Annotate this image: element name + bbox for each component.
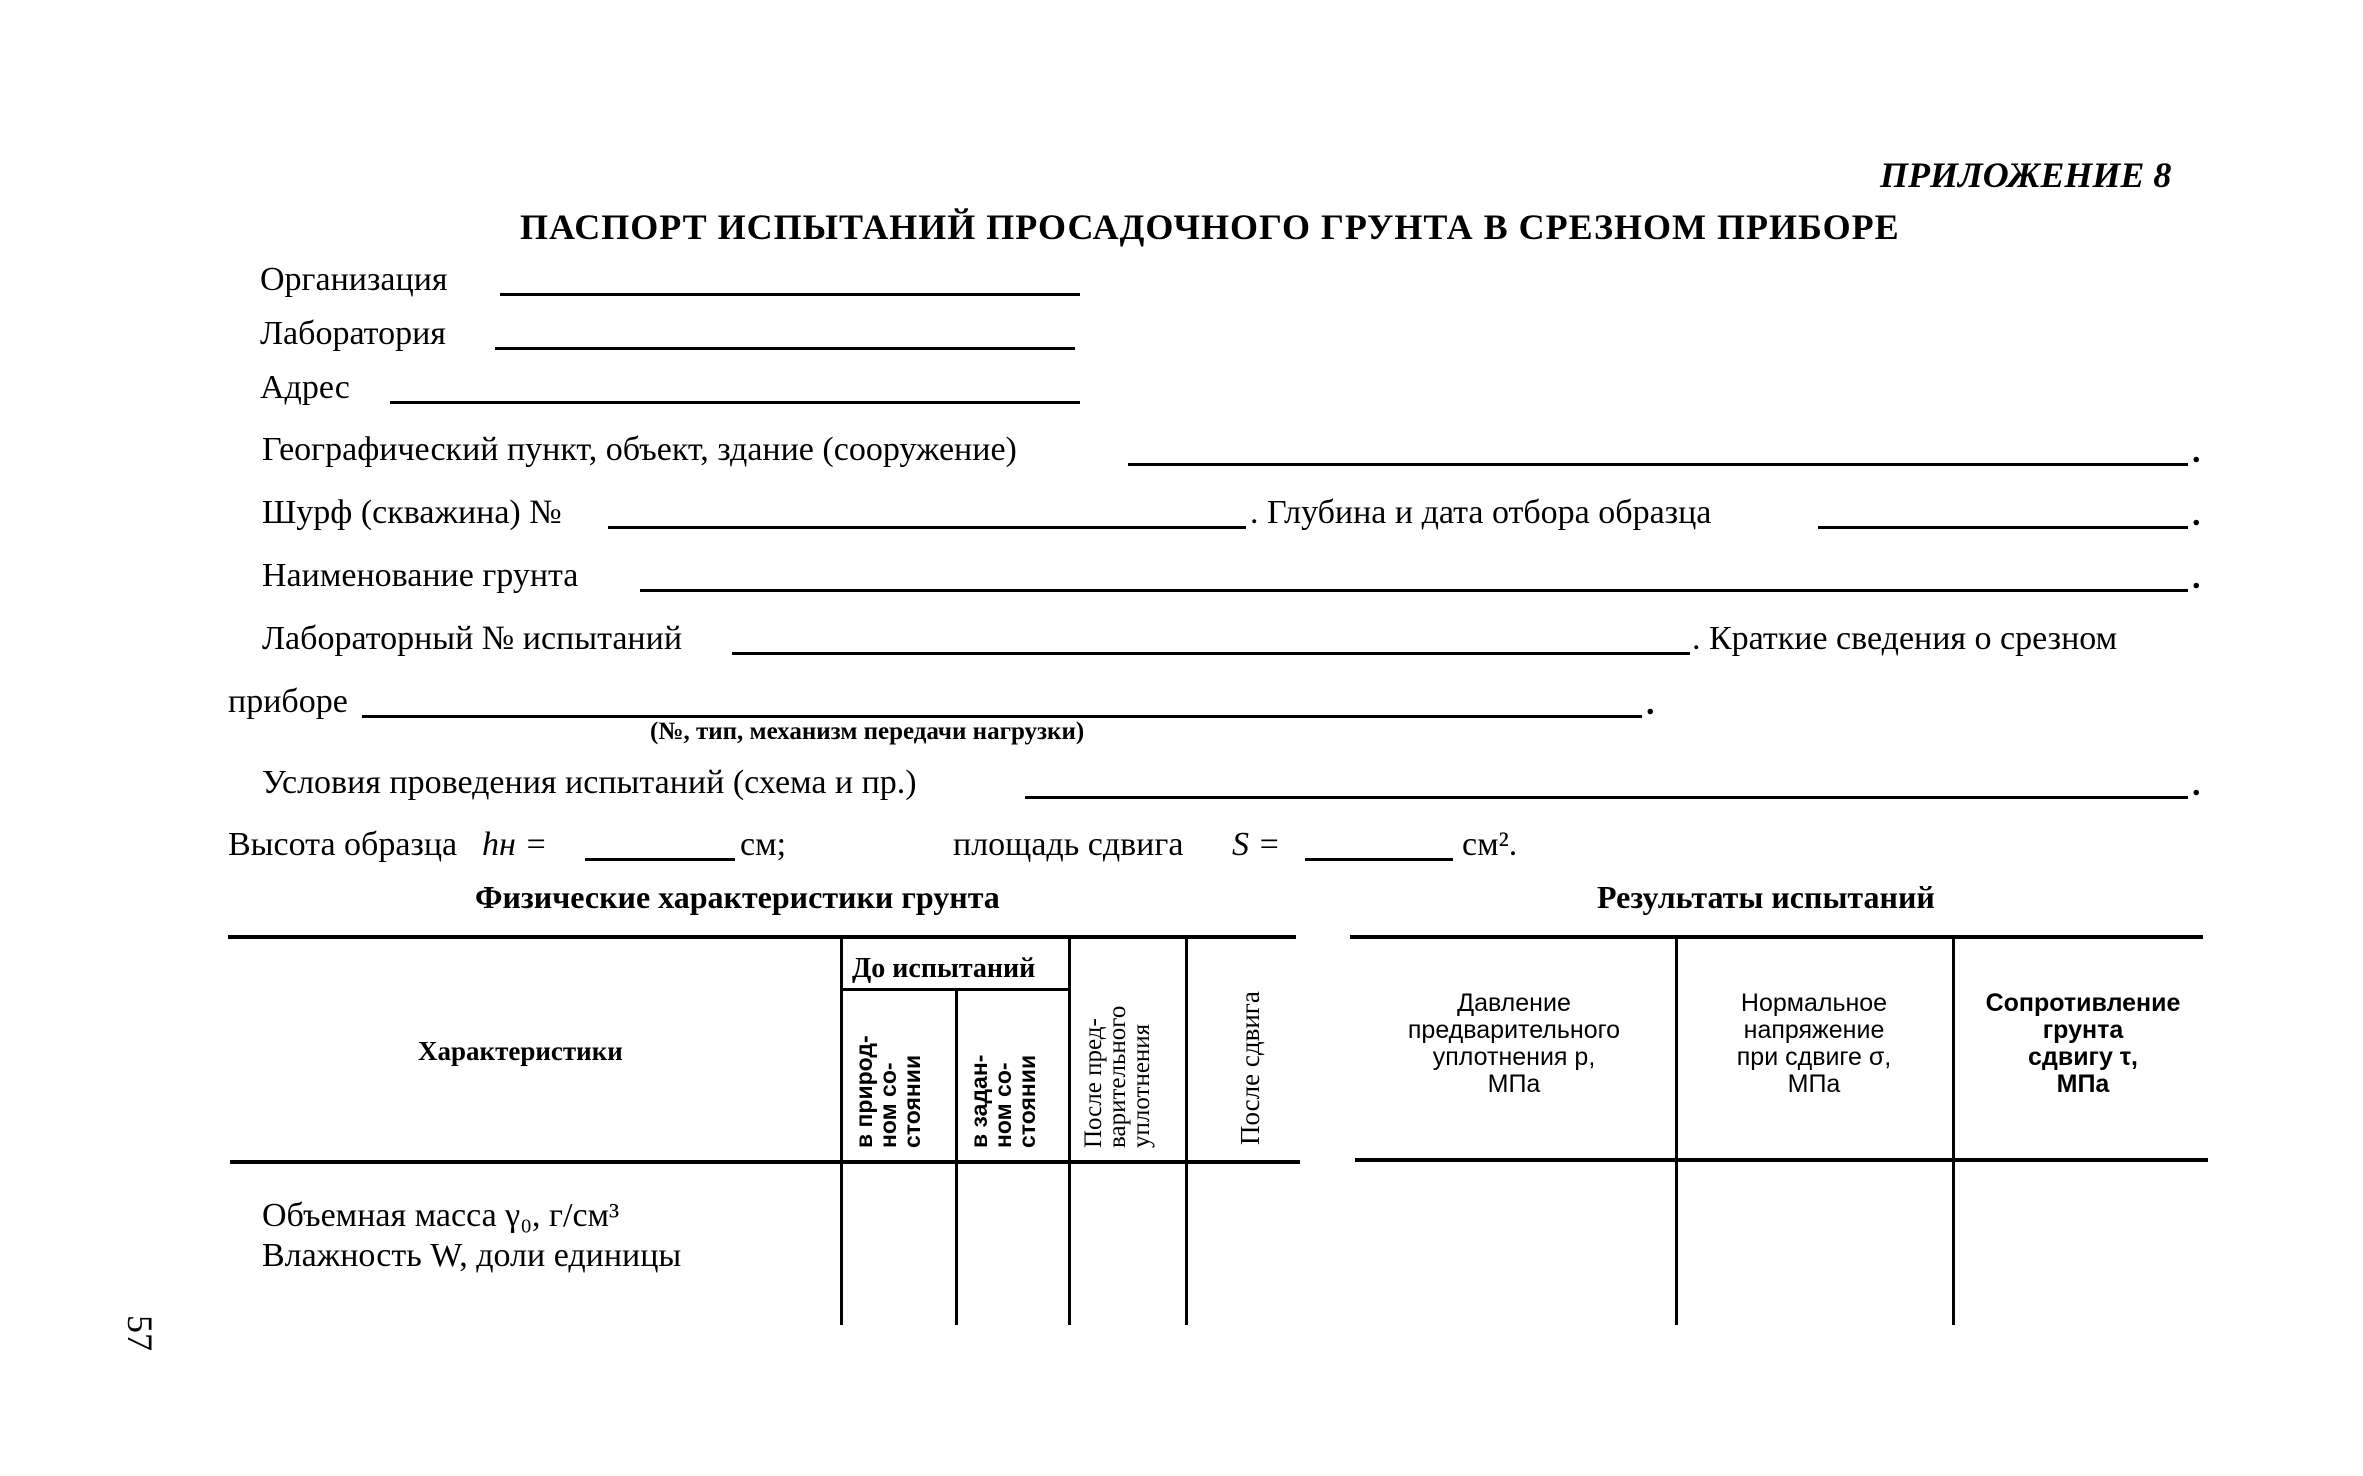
depth-date-period: . xyxy=(2192,496,2201,533)
row-moisture: Влажность W, доли единицы xyxy=(262,1237,682,1274)
height-unit: см; xyxy=(740,826,787,863)
laboratory-line[interactable] xyxy=(495,347,1075,350)
physical-table-top-rule xyxy=(228,935,1296,939)
conditions-period: . xyxy=(2192,766,2201,803)
conditions-line[interactable] xyxy=(1025,796,2188,799)
address-label: Адрес xyxy=(260,369,350,406)
physical-heading: Физические характеристики грунта xyxy=(475,879,1000,915)
col-normal-stress: Нормальное напряжение при сдвиге σ, МПа xyxy=(1736,989,1892,1098)
geo-point-period: . xyxy=(2192,433,2201,470)
col-natural-state: в природ- ном со- стоянии xyxy=(851,1035,925,1148)
col-after-shear: После сдвига xyxy=(1235,991,1265,1145)
height-line[interactable] xyxy=(585,858,735,861)
col-characteristics: Характеристики xyxy=(418,1036,623,1066)
geo-point-label: Географический пункт, объект, здание (сооружение) xyxy=(262,431,1017,468)
pit-label: Шурф (скважина) № xyxy=(262,494,562,531)
height-symbol: hн = xyxy=(482,826,548,863)
results-table-top-rule xyxy=(1350,935,2203,939)
col-after-precompaction: После пред- варительного уплотнения xyxy=(1080,1005,1155,1148)
address-line[interactable] xyxy=(390,401,1080,404)
results-col-divider-2 xyxy=(1952,937,1955,1325)
organization-label: Организация xyxy=(260,261,448,298)
physical-table-header-rule xyxy=(230,1160,1300,1164)
soil-name-label: Наименование грунта xyxy=(262,557,579,594)
physical-col-divider-1 xyxy=(840,937,843,1325)
appendix-label: ПРИЛОЖЕНИЕ 8 xyxy=(1880,155,2172,195)
device-label: приборе xyxy=(228,683,348,720)
area-unit: см². xyxy=(1462,826,1518,863)
device-info-label: . Краткие сведения о срезном xyxy=(1692,620,2118,657)
lab-number-label: Лабораторный № испытаний xyxy=(262,620,683,657)
results-table-header-rule xyxy=(1355,1158,2208,1162)
col-pressure: Давление предварительного уплотнения p, МПа xyxy=(1407,989,1621,1098)
col-shear-resistance: Сопротивление грунта сдвигу τ, МПа xyxy=(1985,989,2181,1098)
conditions-label: Условия проведения испытаний (схема и пр.) xyxy=(262,764,917,801)
results-heading: Результаты испытаний xyxy=(1597,879,1935,915)
laboratory-label: Лаборатория xyxy=(260,315,446,352)
depth-date-line[interactable] xyxy=(1818,526,2188,529)
results-col-divider-1 xyxy=(1675,937,1678,1325)
device-period: . xyxy=(1646,685,1655,722)
organization-line[interactable] xyxy=(500,293,1080,296)
depth-date-label: . Глубина и дата отбора образца xyxy=(1250,494,1712,531)
page-number: 57 xyxy=(120,1315,160,1351)
geo-point-line[interactable] xyxy=(1128,463,2188,466)
area-line[interactable] xyxy=(1305,858,1453,861)
col-given-state: в задан- ном со- стоянии xyxy=(966,1054,1040,1148)
soil-name-period: . xyxy=(2192,559,2201,596)
height-label: Высота образца xyxy=(228,826,458,863)
col-before-tests: До испытаний xyxy=(852,953,1036,984)
device-hint: (№, тип, механизм передачи нагрузки) xyxy=(650,718,1085,745)
row-density: Объемная масса γ₀, г/см³ xyxy=(262,1197,620,1234)
physical-col-divider-2 xyxy=(955,990,958,1325)
area-symbol: S = xyxy=(1232,826,1281,863)
lab-number-line[interactable] xyxy=(732,652,1690,655)
page-title: ПАСПОРТ ИСПЫТАНИЙ ПРОСАДОЧНОГО ГРУНТА В СРЕЗНОМ ПРИБОРЕ xyxy=(520,207,1900,247)
pit-line[interactable] xyxy=(608,526,1246,529)
physical-col-divider-4 xyxy=(1185,937,1188,1325)
area-label: площадь сдвига xyxy=(953,826,1184,863)
physical-col-divider-3 xyxy=(1068,937,1071,1325)
soil-name-line[interactable] xyxy=(640,589,2188,592)
